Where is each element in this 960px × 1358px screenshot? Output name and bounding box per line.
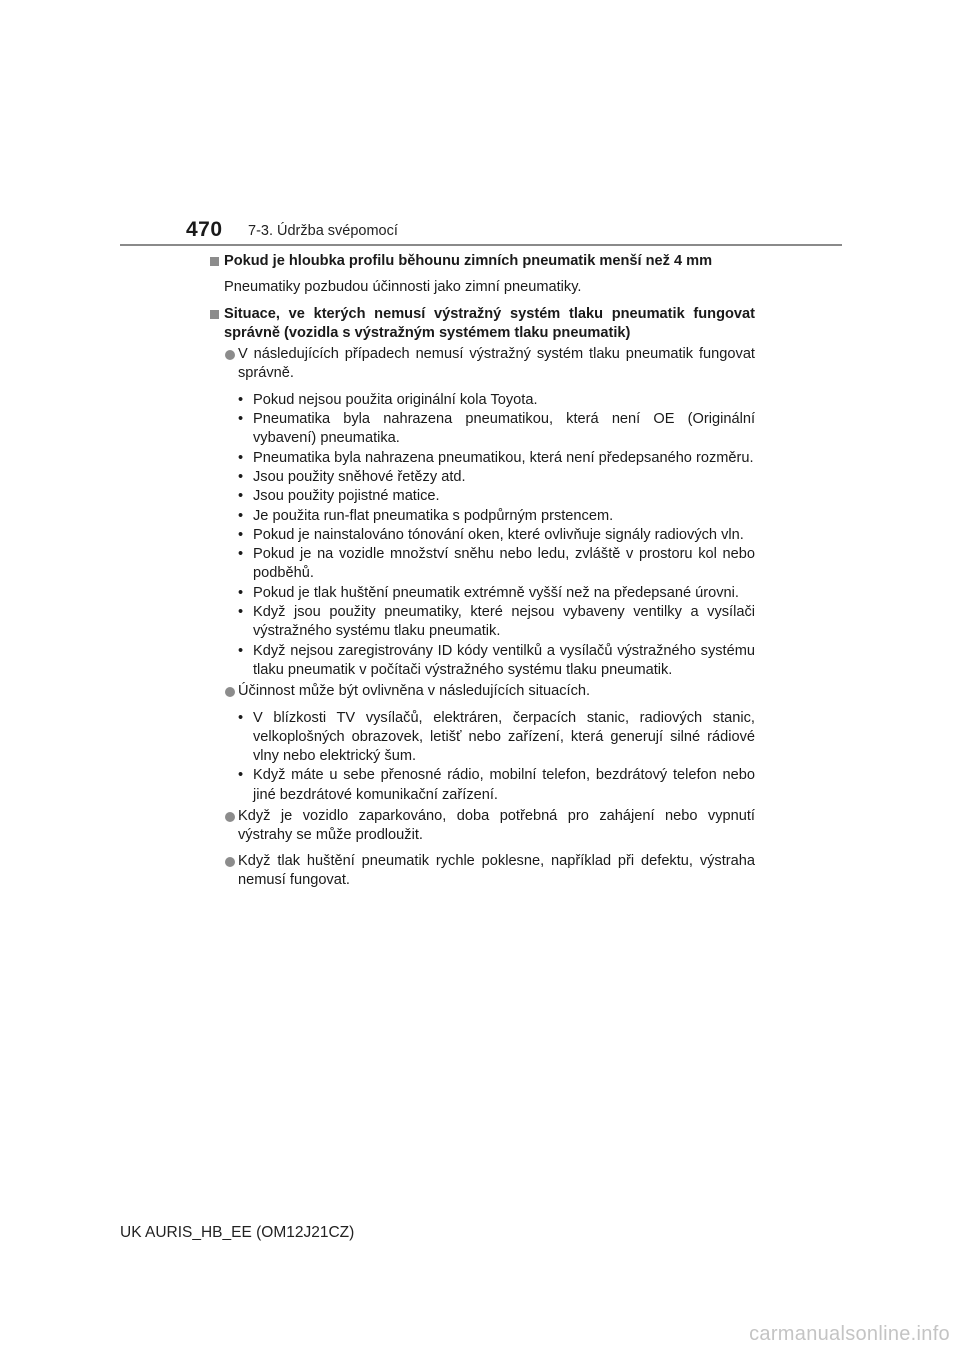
list-item: • Pokud je na vozidle množství sněhu nebo ledu, zvláště v prostoru kol nebo podběhů. [238, 546, 755, 582]
bullet-item: Účinnost může být ovlivněna v následujících situacích. [210, 682, 755, 701]
square-bullet-icon [210, 257, 219, 266]
list-item: • Jsou použity pojistné matice. [238, 488, 440, 505]
bullet-item: V následujících případech nemusí výstražný systém tlaku pneumatik fungovat správně. [210, 345, 755, 384]
section-heading: Situace, ve kterých nemusí výstražný systém tlaku pneumatik fungovat správně (vozidla s výstražným systémem tlaku pneumatik) [210, 305, 755, 344]
footer-model-code: UK AURIS_HB_EE (OM12J21CZ) [120, 1224, 355, 1241]
bullet-item: Když je vozidlo zaparkováno, doba potřebná pro zahájení nebo vypnutí výstrahy se může prodloužit. [210, 807, 755, 846]
list-item: • Když jsou použity pneumatiky, které nejsou vybaveny ventilky a vysílači výstražného systému tlaku pneumatik. [238, 604, 755, 640]
circle-bullet-icon [225, 687, 235, 697]
list-item: • Když nejsou zaregistrovány ID kódy ventilků a vysílačů výstražného systému tlaku pneumatik v počítači výstražného systému tlaku pneumatik. [238, 642, 755, 678]
list-item: • Je použita run-flat pneumatika s podpůrným prstencem. [238, 507, 614, 524]
list-item: • Pneumatika byla nahrazena pneumatikou, která není předepsaného rozměru. [238, 449, 754, 466]
list-item: • V blízkosti TV vysílačů, elektráren, čerpacích stanic, radiových stanic, velkoplošných obrazovek, letišť nebo zařízení, která generují silné rádiové vlny nebo elektrický šum. [238, 709, 755, 765]
sub-list [210, 391, 755, 680]
section-heading: Pokud je hloubka profilu běhounu zimních pneumatik menší než 4 mm [210, 252, 755, 271]
list-item: • Pneumatika byla nahrazena pneumatikou, která není OE (Originální vybavení) pneumatika. [238, 411, 755, 447]
section-title: 7-3. Údržba svépomocí [248, 223, 398, 239]
bullet-item: Když tlak huštění pneumatik rychle poklesne, například při defektu, výstraha nemusí fungovat. [210, 852, 755, 891]
square-bullet-icon [210, 310, 219, 319]
list-item: • Pokud nejsou použita originální kola Toyota. [238, 391, 538, 408]
circle-bullet-icon [225, 857, 235, 867]
list-item: • Když máte u sebe přenosné rádio, mobilní telefon, bezdrátový telefon nebo jiné bezdrátové komunikační zařízení. [238, 767, 755, 803]
sub-list [210, 709, 755, 805]
page-content [210, 252, 755, 890]
circle-bullet-icon [225, 812, 235, 822]
list-item: • Jsou použity sněhové řetězy atd. [238, 468, 466, 485]
list-item: • Pokud je tlak huštění pneumatik extrémně vyšší než na předepsané úrovni. [238, 584, 739, 601]
watermark: carmanualsonline.info [749, 1323, 950, 1345]
page-number: 470 [186, 218, 223, 241]
section-text: Pneumatiky pozbudou účinnosti jako zimní pneumatiky. [224, 279, 582, 296]
list-item: • Pokud je nainstalováno tónování oken, které ovlivňuje signály radiových vln. [238, 526, 744, 543]
circle-bullet-icon [225, 350, 235, 360]
header-rule [120, 244, 842, 246]
